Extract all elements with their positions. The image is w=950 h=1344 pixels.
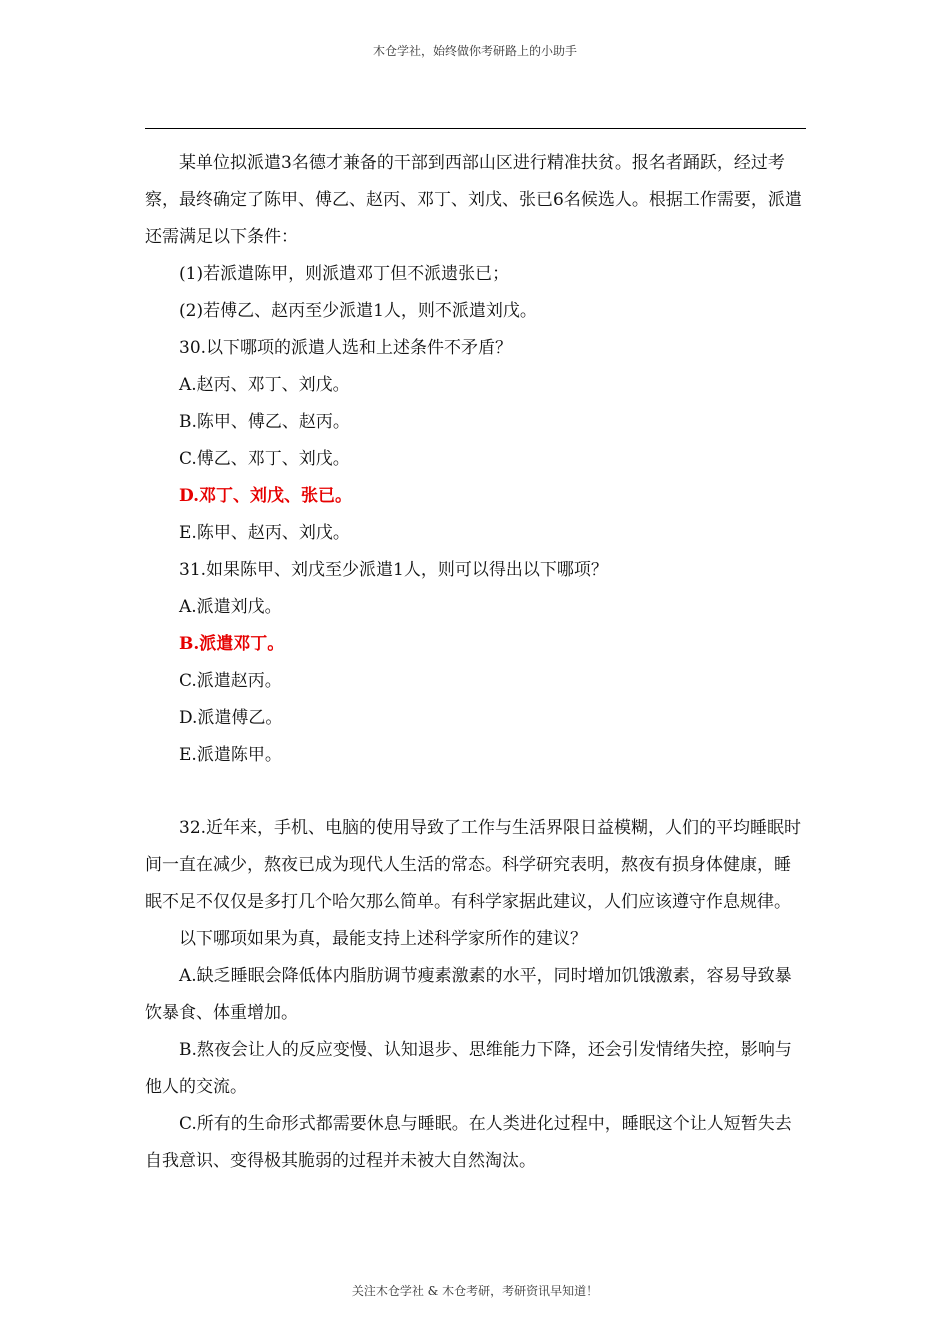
q30-option-c: C.傅乙、邓丁、刘戊。	[179, 449, 350, 469]
header-divider	[145, 128, 806, 129]
q30-option-d-answer: D.邓丁、刘戊、张已。	[179, 486, 353, 506]
q31-option-e: E.派遣陈甲。	[179, 745, 282, 765]
page-header: 木仓学社，始终做你考研路上的小助手	[372, 44, 577, 58]
q31-option-d: D.派遣傅乙。	[179, 708, 283, 728]
page-footer: 关注木仓学社 & 木仓考研，考研资讯早知道！	[351, 1284, 599, 1298]
condition-1: (1)若派遣陈甲，则派遣邓丁但不派遗张已；	[179, 264, 510, 284]
section-gap	[145, 774, 806, 810]
q30-option-a: A.赵丙、邓丁、刘戊。	[179, 375, 350, 395]
q30-option-e: E.陈甲、赵丙、刘戊。	[179, 523, 350, 543]
question-32-passage: 32.近年来，手机、电脑的使用导致了工作与生活界限日益模糊，人们的平均睡眠时间一直在减少，熬夜已成为现代人生活的常态。科学研究表明，熬夜有损身体健康，睡眠不足不仅仅是多打几个哈欠那么简单。有科学家据此建议，人们应该遵守作息规律。	[145, 818, 802, 912]
question-30: 30.以下哪项的派遣人选和上述条件不矛盾？	[179, 338, 513, 358]
q30-option-b: B.陈甲、傅乙、赵丙。	[179, 412, 350, 432]
condition-2: (2)若傅乙、赵丙至少派遣1人，则不派遣刘戊。	[179, 301, 537, 321]
q32-option-b: B.熬夜会让人的反应变慢、认知退步、思维能力下降，还会引发情绪失控，影响与他人的交流。	[145, 1040, 792, 1097]
question-32: 以下哪项如果为真，最能支持上述科学家所作的建议？	[179, 929, 587, 949]
q31-option-a: A.派遣刘戊。	[179, 597, 282, 617]
q32-option-c: C.所有的生命形式都需要休息与睡眠。在人类进化过程中，睡眠这个让人短暂失去自我意识、变得极其脆弱的过程并未被大自然淘汰。	[145, 1114, 792, 1171]
q32-option-a: A.缺乏睡眠会降低体内脂肪调节瘦素激素的水平，同时增加饥饿激素，容易导致暴饮暴食、体重增加。	[145, 966, 792, 1023]
document-body	[145, 145, 806, 1180]
q31-option-b-answer: B.派遣邓丁。	[179, 634, 285, 654]
passage-intro: 某单位拟派遣3名德才兼备的干部到西部山区进行精准扶贫。报名者踊跃，经过考察，最终确定了陈甲、傅乙、赵丙、邓丁、刘戊、张已6名候选人。根据工作需要，派遣还需满足以下条件：	[145, 153, 802, 247]
q31-option-c: C.派遣赵丙。	[179, 671, 282, 691]
question-31: 31.如果陈甲、刘戊至少派遣1人，则可以得出以下哪项？	[179, 560, 608, 580]
